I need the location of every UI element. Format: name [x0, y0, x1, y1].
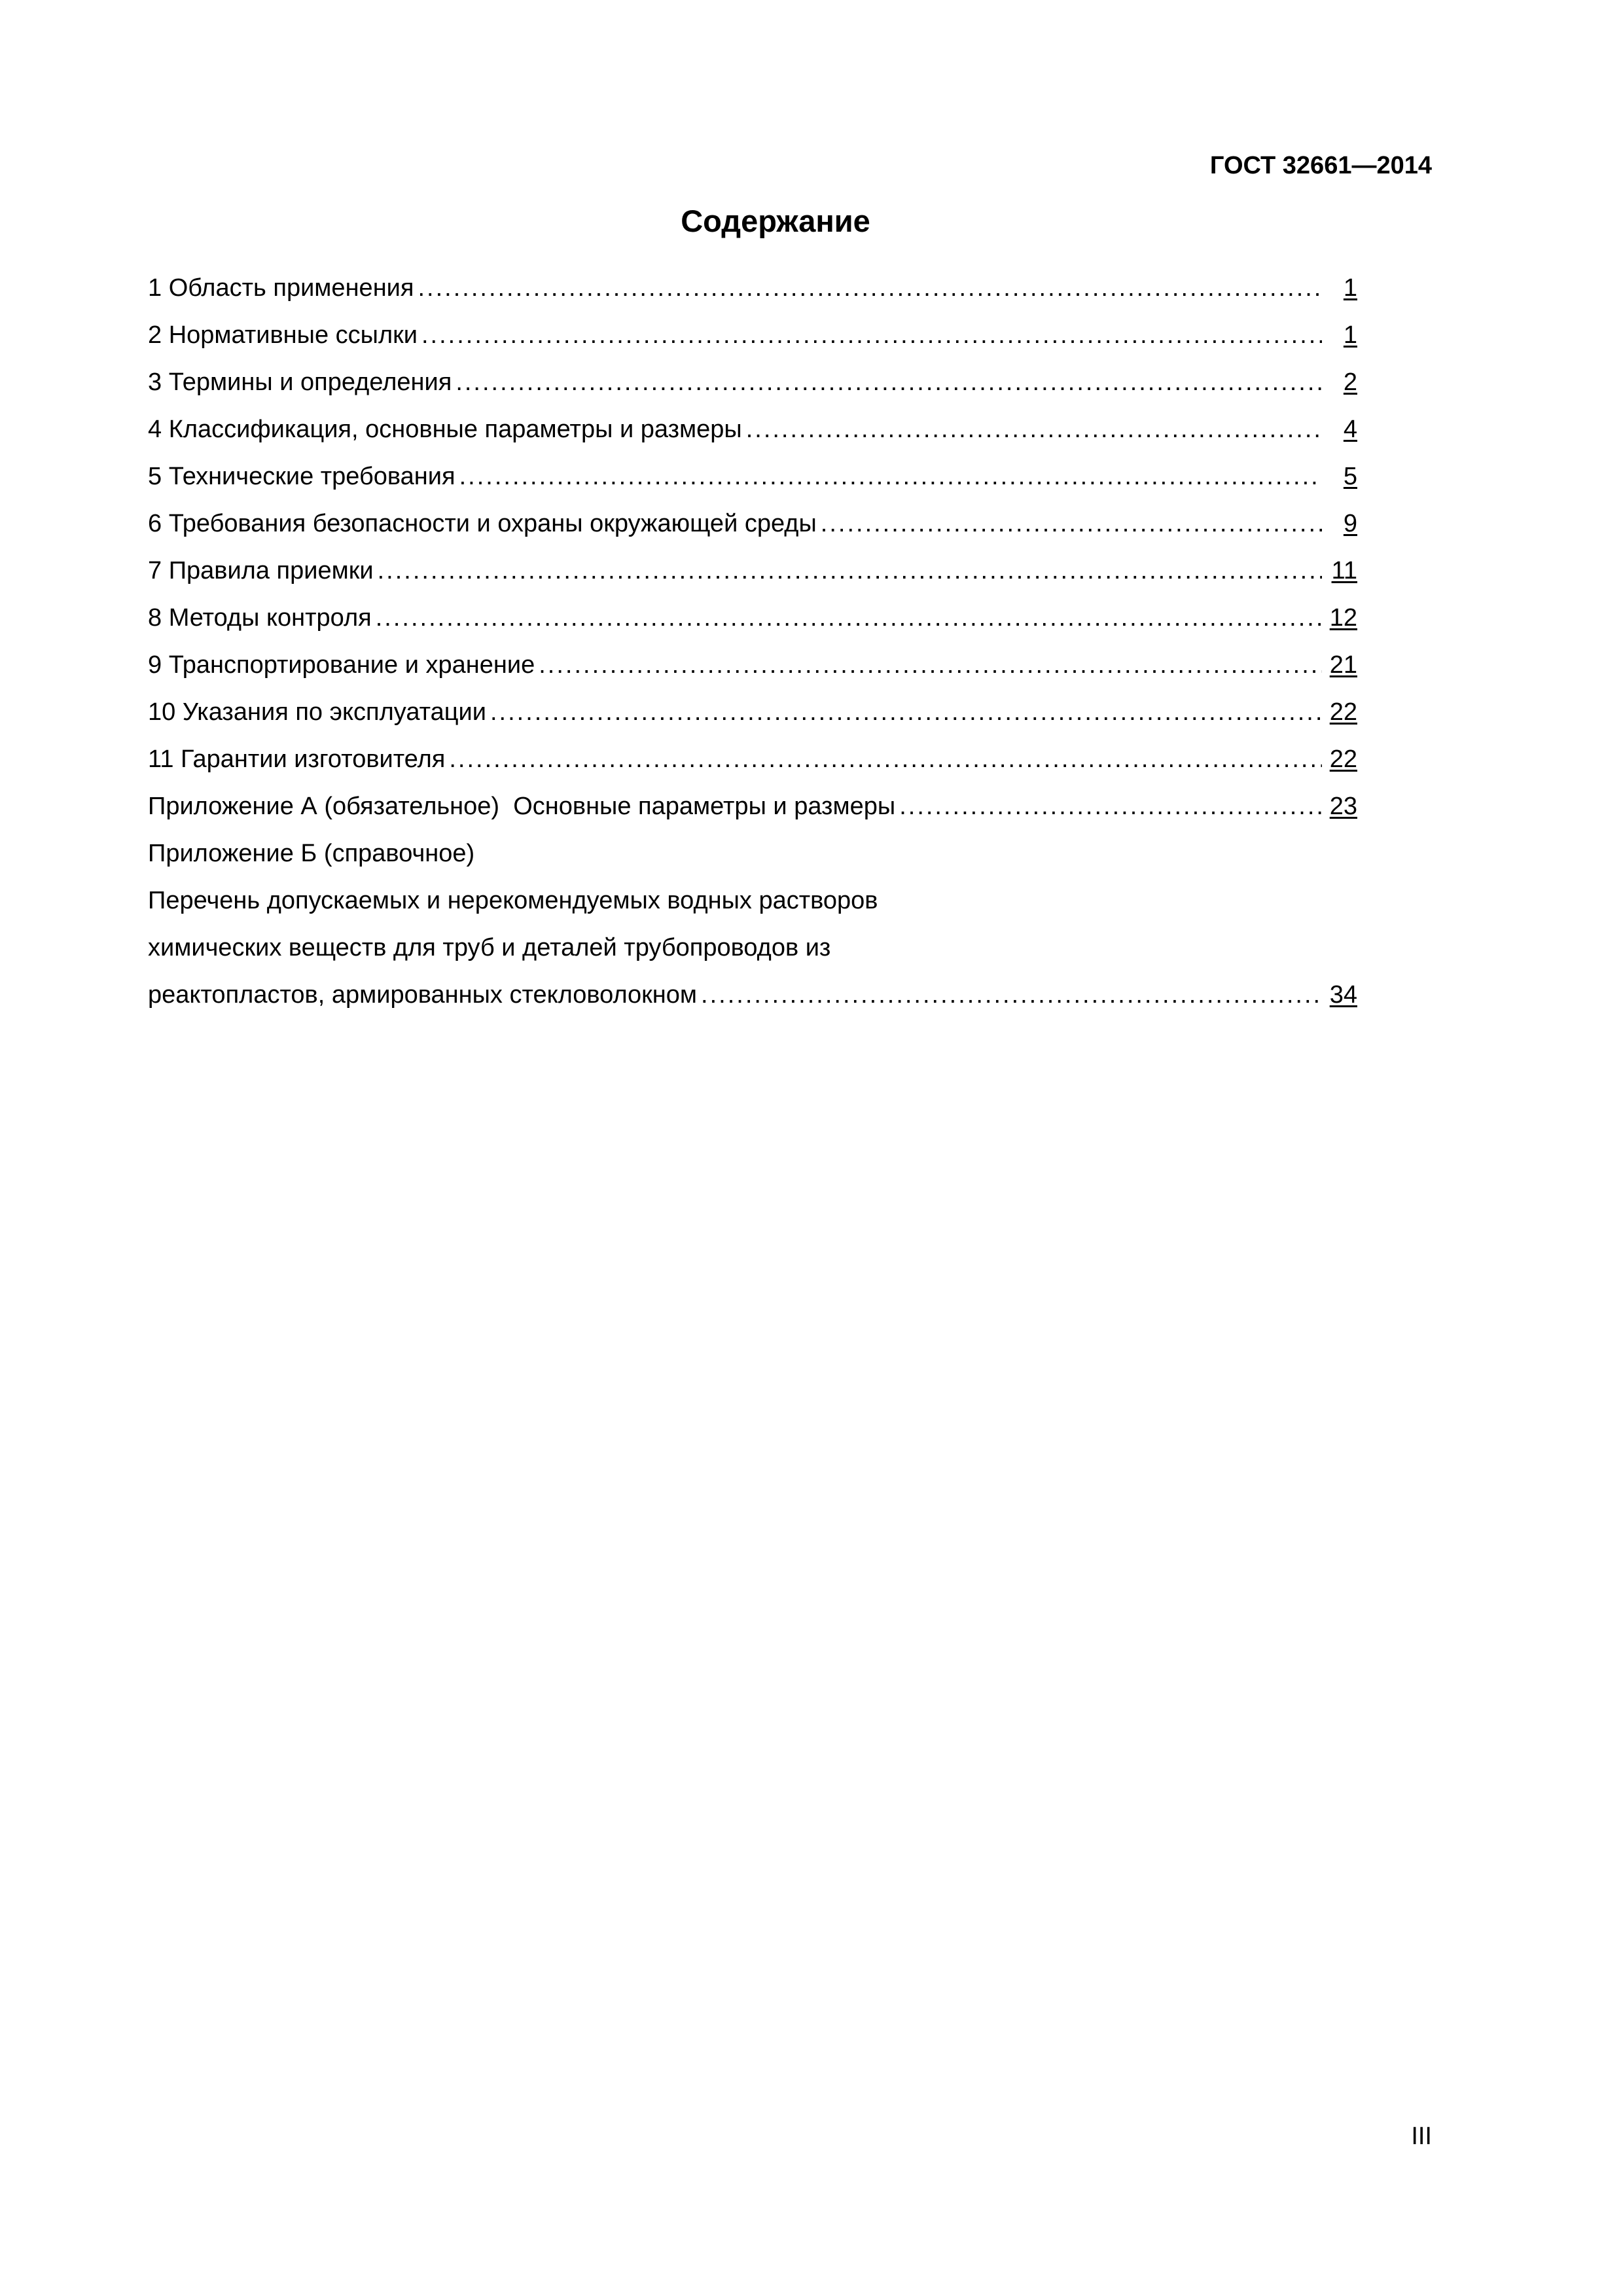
toc-entry[interactable] — [148, 594, 1357, 641]
toc-page-link[interactable]: 34 — [1329, 981, 1357, 1009]
toc-entry[interactable] — [148, 783, 1357, 830]
toc-leader-dots — [378, 547, 1322, 594]
appendix-b-title-line: химических веществ для труб и деталей трубопроводов из — [148, 934, 831, 961]
toc-leader-dots — [459, 453, 1322, 500]
toc-page-link[interactable]: 4 — [1343, 416, 1357, 443]
toc-entry[interactable] — [148, 689, 1357, 736]
toc-entry-text: 7 Правила приемки — [148, 557, 374, 584]
toc-entry-text: 8 Методы контроля — [148, 604, 372, 632]
toc-entry-text: реактопластов, армированных стекловолокном — [148, 981, 698, 1009]
toc-entry[interactable] — [148, 736, 1357, 783]
toc-entry-text: Приложение А (обязательное) Основные параметры и размеры — [148, 793, 896, 820]
toc-entry[interactable] — [148, 359, 1357, 406]
page-number: III — [1411, 2123, 1432, 2150]
toc-entry-text: 2 Нормативные ссылки — [148, 321, 418, 349]
toc-page-link[interactable]: 22 — [1329, 745, 1357, 773]
toc-page-link[interactable]: 5 — [1343, 463, 1357, 490]
toc-entry-appendix-b[interactable] — [148, 971, 1357, 1018]
toc-entry[interactable] — [148, 547, 1357, 594]
toc-page-link[interactable]: 22 — [1329, 698, 1357, 726]
toc-title: Содержание — [681, 204, 870, 238]
toc-page-link[interactable]: 11 — [1331, 557, 1357, 584]
toc-entry[interactable] — [148, 406, 1357, 453]
table-of-contents — [148, 264, 1357, 1018]
toc-entry[interactable] — [148, 312, 1357, 359]
toc-page-link[interactable]: 2 — [1343, 368, 1357, 396]
toc-page-link[interactable]: 12 — [1329, 604, 1357, 632]
toc-page-link[interactable]: 21 — [1329, 651, 1357, 679]
toc-leader-dots — [539, 641, 1322, 689]
toc-leader-dots — [746, 406, 1322, 453]
toc-entry-text: 1 Область применения — [148, 274, 414, 302]
appendix-b-heading: Приложение Б (справочное) — [148, 840, 475, 867]
toc-entry[interactable] — [148, 264, 1357, 312]
header-code: ГОСТ 32661—2014 — [1209, 152, 1432, 179]
toc-entry-text: 5 Технические требования — [148, 463, 455, 490]
toc-entry[interactable] — [148, 641, 1357, 689]
toc-page-link[interactable]: 9 — [1343, 510, 1357, 537]
toc-entry[interactable] — [148, 453, 1357, 500]
toc-leader-dots — [421, 312, 1322, 359]
toc-leader-dots — [376, 594, 1322, 641]
toc-page-link[interactable]: 23 — [1329, 793, 1357, 820]
toc-leader-dots — [490, 689, 1322, 736]
toc-leader-dots — [418, 264, 1322, 312]
toc-page-link[interactable]: 1 — [1343, 321, 1357, 349]
toc-entry[interactable] — [148, 500, 1357, 547]
toc-leader-dots — [701, 971, 1322, 1018]
toc-entry-text: 3 Термины и определения — [148, 368, 452, 396]
toc-entry-text: 6 Требования безопасности и охраны окружающей среды — [148, 510, 817, 537]
toc-entry-text: 9 Транспортирование и хранение — [148, 651, 535, 679]
toc-entry-text: 4 Классификация, основные параметры и размеры — [148, 416, 742, 443]
appendix-b-title-line: Перечень допускаемых и нерекомендуемых водных растворов — [148, 887, 878, 914]
toc-entry-text: 11 Гарантии изготовителя — [148, 745, 446, 773]
toc-leader-dots — [449, 736, 1322, 783]
toc-page-link[interactable]: 1 — [1343, 274, 1357, 302]
toc-leader-dots — [821, 500, 1322, 547]
toc-leader-dots — [899, 783, 1322, 830]
toc-leader-dots — [455, 359, 1322, 406]
toc-entry-text: 10 Указания по эксплуатации — [148, 698, 486, 726]
